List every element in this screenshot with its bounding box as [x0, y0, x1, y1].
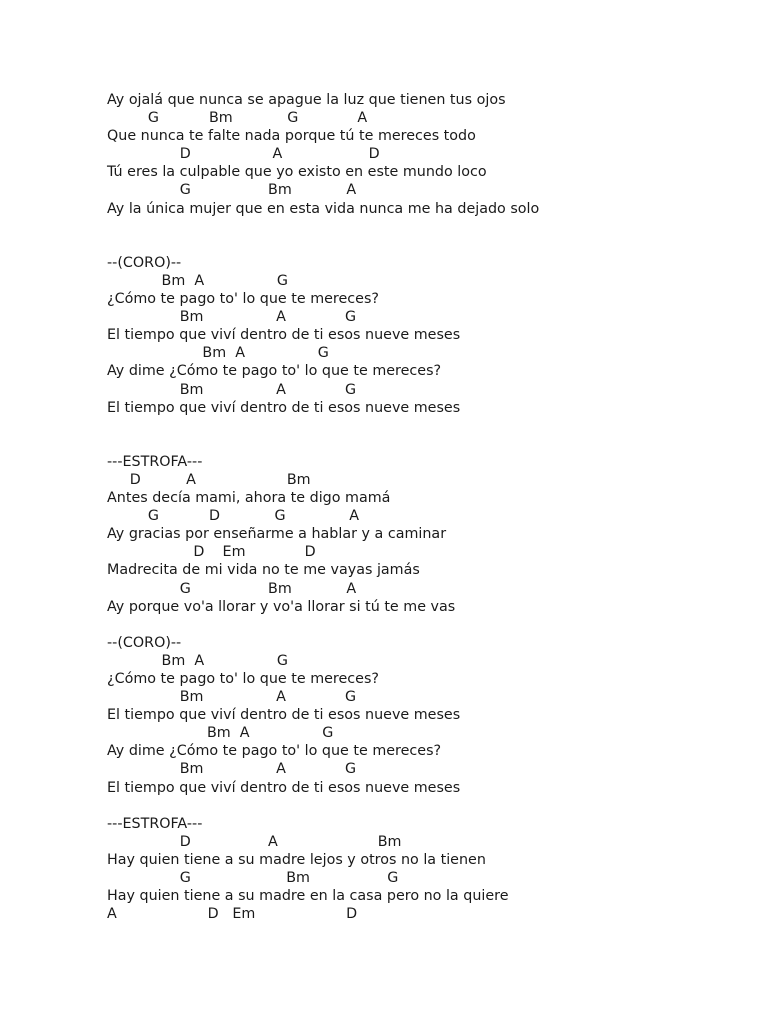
lyric-line: El tiempo que viví dentro de ti esos nueve meses [107, 779, 461, 796]
lyric-line: ¿Cómo te pago to' lo que te mereces? [107, 671, 379, 687]
chord-line: Bm A G [107, 345, 329, 362]
song-lyrics-chords [107, 91, 747, 923]
lyric-line: Madrecita de mi vida no te me vayas jamás [107, 562, 420, 579]
chord-line: G Bm G A [107, 110, 368, 127]
chord-line: Bm A G [107, 652, 288, 669]
lyric-line: Ay gracias por enseñarme a hablar y a caminar [107, 526, 447, 543]
blank-line [107, 417, 747, 435]
blank-line [107, 797, 747, 815]
lyric-line: ¿Cómo te pago to' lo que te mereces? [107, 291, 379, 308]
chord-line: D A D [107, 146, 380, 163]
chord-line: Bm A G [107, 381, 357, 398]
lyric-line: Ay ojalá que nunca se apague la luz que tienen tus ojos [107, 92, 506, 108]
lyric-line: El tiempo que viví dentro de ti esos nueve meses [107, 399, 461, 416]
chord-line: D Em D [107, 544, 316, 561]
lyric-line: ---ESTROFA--- [107, 815, 203, 832]
chord-line: Bm A G [107, 309, 357, 326]
chord-line: G Bm A [107, 182, 357, 199]
chord-line: G D G A [107, 508, 359, 525]
lyric-line: Ay porque vo'a llorar y vo'a llorar si tú te me vas [107, 598, 456, 615]
chord-line: Bm A G [107, 689, 357, 706]
chord-line: Bm A G [107, 761, 357, 778]
chord-line: G Bm A [107, 580, 357, 597]
lyric-line: Ay la única mujer que en esta vida nunca me ha dejado solo [107, 200, 540, 217]
chord-line: G Bm G [107, 870, 399, 887]
blank-line [107, 435, 747, 453]
lyric-line: Hay quien tiene a su madre lejos y otros no la tienen [107, 851, 486, 868]
blank-line [107, 616, 747, 634]
lyric-line: Ay dime ¿Cómo te pago to' lo que te mereces? [107, 743, 442, 760]
blank-line [107, 236, 747, 254]
lyric-line: --(CORO)-- [107, 254, 182, 271]
chord-line: Bm A G [107, 725, 334, 742]
blank-line [107, 218, 747, 236]
chord-line: A D Em D [107, 906, 358, 923]
lyric-line: Antes decía mami, ahora te digo mamá [107, 490, 391, 507]
lyric-line: --(CORO)-- [107, 634, 182, 651]
chord-line: D A Bm [107, 833, 402, 850]
lyric-line: El tiempo que viví dentro de ti esos nueve meses [107, 327, 461, 344]
lyric-line: El tiempo que viví dentro de ti esos nueve meses [107, 707, 461, 724]
chord-line: Bm A G [107, 272, 288, 289]
lyric-line: Hay quien tiene a su madre en la casa pero no la quiere [107, 888, 509, 905]
lyric-line: ---ESTROFA--- [107, 453, 203, 470]
lyric-line: Que nunca te falte nada porque tú te mereces todo [107, 128, 476, 145]
chord-line: D A Bm [107, 471, 311, 488]
lyric-line: Ay dime ¿Cómo te pago to' lo que te mereces? [107, 363, 442, 380]
lyric-line: Tú eres la culpable que yo existo en este mundo loco [107, 164, 487, 181]
